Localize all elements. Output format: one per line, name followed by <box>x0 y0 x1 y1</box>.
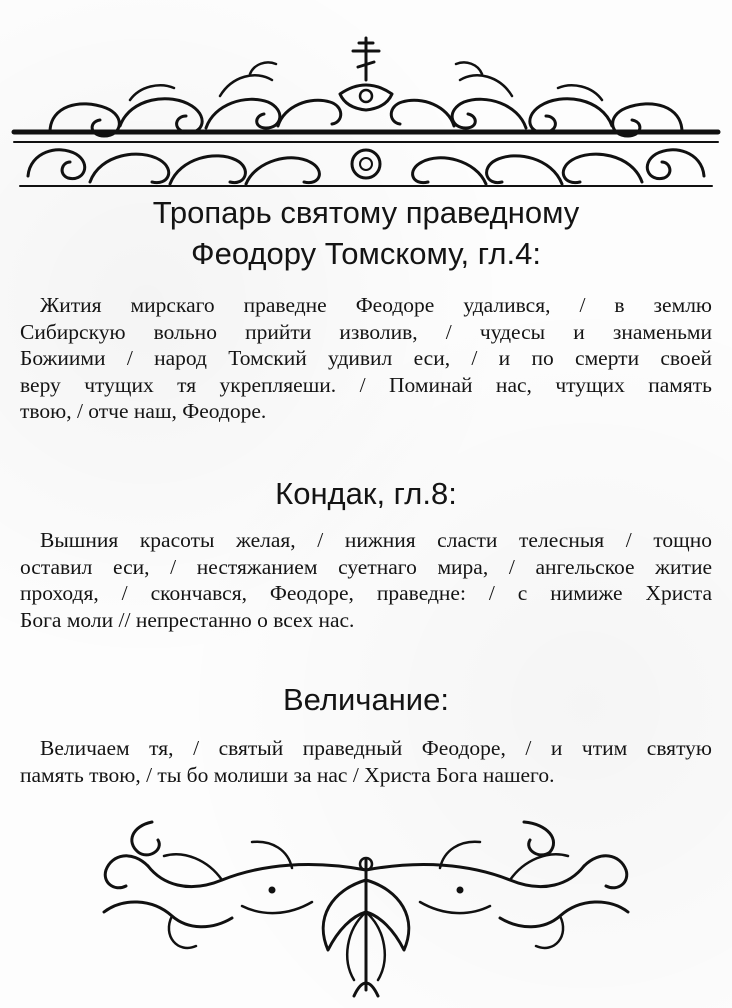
troparion-line: Жития мирскаго праведне Феодоре удалився, / в землю <box>40 293 712 317</box>
prayer-title-line-1: Тропарь святому праведному <box>152 195 580 230</box>
cross-ornament-headpiece <box>10 36 722 190</box>
orthodox-cross-icon <box>353 38 379 80</box>
troparion-line: веру чтущих тя укрепляеши. / Поминай нас, чтущих память <box>20 372 712 397</box>
troparion-text <box>20 292 712 425</box>
kondak-line: Вышния красоты желая, / нижния сласти телесныя / тощно <box>40 528 712 552</box>
velichanie-heading: Величание: <box>283 682 449 717</box>
prayer-title-line-2: Феодору Томскому, гл.4: <box>191 236 541 271</box>
kondak-text <box>20 527 712 633</box>
kondak-line: Бога моли // непрестанно о всех нас. <box>20 607 355 632</box>
troparion-line: Божиими / народ Томский удивил еси, / и по смерти своей <box>20 346 712 370</box>
floral-ornament-tailpiece <box>92 820 640 998</box>
troparion-line: твою, / отче наш, Феодоре. <box>20 399 267 423</box>
velichanie-line: память твою, / ты бо молиши за нас / Христа Бога нашего. <box>20 762 555 787</box>
kondak-line: проходя, / скончався, Феодоре, праведне: / с нимиже Христа <box>20 581 712 605</box>
kondak-heading: Кондак, гл.8: <box>275 476 457 511</box>
velichanie-line: Величаем тя, / святый праведный Феодоре, / и чтим святую <box>40 736 712 760</box>
kondak-line: оставил еси, / нестяжанием суетнаго мира, / ангельское житие <box>20 554 712 579</box>
troparion-line: Сибирскую вольно прийти изволив, / чудесы и знаменьми <box>20 319 712 344</box>
velichanie-text <box>20 735 712 788</box>
